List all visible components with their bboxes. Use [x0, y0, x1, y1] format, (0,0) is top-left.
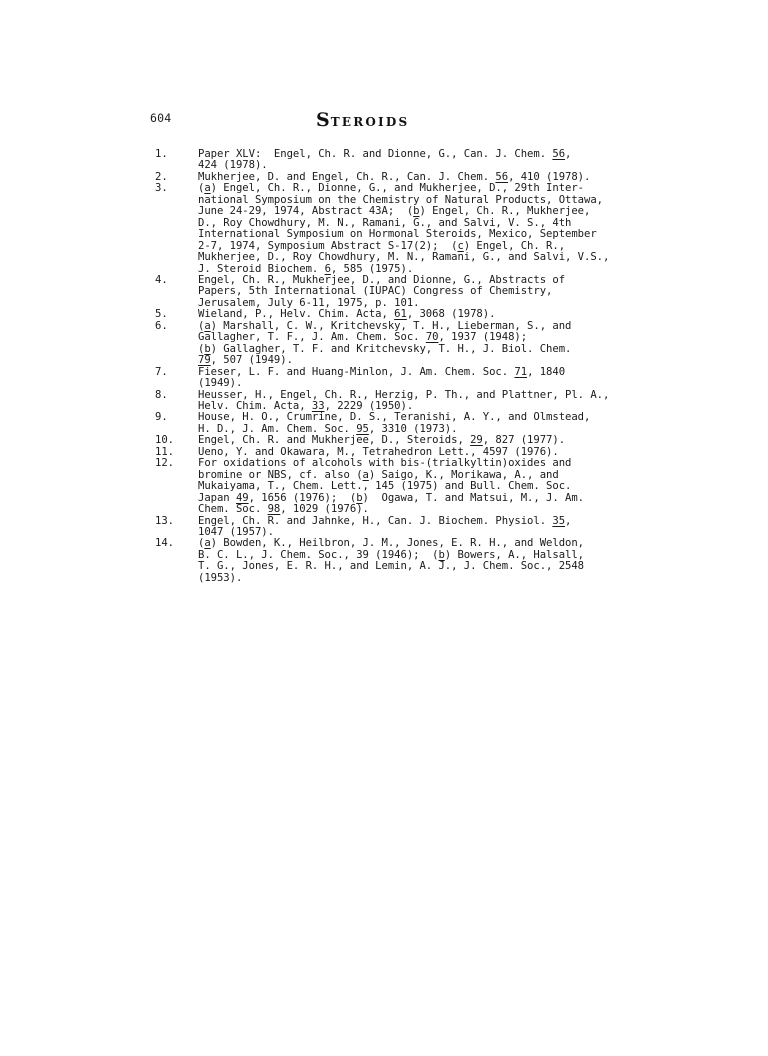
reference-segment: 2-7, 1974, Symposium Abstract S-17(2); (	[198, 239, 458, 252]
reference-segment: 1047 (1957).	[198, 525, 274, 538]
reference-segment: Paper XLV: Engel, Ch. R. and Dionne, G., Can. J. Chem.	[198, 148, 553, 160]
reference-segment: ) Engel, Ch. R., Mukherjee,	[419, 205, 591, 218]
reference-number: 7.	[155, 365, 168, 378]
reference-segment: Wieland, P., Helv. Chim. Acta,	[198, 308, 395, 321]
reference-line	[198, 573, 595, 584]
reference-number: 2.	[155, 170, 168, 183]
underlined-volume: a	[204, 537, 211, 550]
reference-line	[198, 367, 595, 378]
reference-segment: ) Bowden, K., Heilbron, J. M., Jones, E. R. H., and Weldon,	[210, 537, 585, 550]
reference-segment: Fieser, L. F. and Huang-Minlon, J. Am. Chem. Soc.	[198, 365, 515, 378]
underlined-volume: 6	[324, 262, 331, 275]
underlined-volume: 71	[514, 365, 528, 378]
reference-number: 11.	[155, 445, 174, 458]
reference-item	[155, 516, 595, 539]
reference-segment: Helv. Chim. Acta,	[198, 399, 312, 412]
reference-segment: , 827 (1977).	[482, 434, 566, 447]
reference-segment: , 3310 (1973).	[368, 422, 458, 435]
reference-number: 10.	[155, 434, 174, 447]
reference-segment: ) Engel, Ch. R.,	[463, 239, 566, 252]
underlined-volume: 98	[267, 503, 281, 516]
reference-item	[155, 321, 595, 367]
journal-title-initial: S	[316, 109, 331, 131]
reference-segment: Engel, Ch. R. and Jahnke, H., Can. J. Biochem. Physiol.	[198, 514, 553, 527]
reference-segment: , 410 (1978).	[508, 170, 591, 183]
journal-title	[316, 109, 409, 131]
reference-segment: Engel, Ch. R., Mukherjee, D., and Dionne, G., Abstracts of	[198, 273, 566, 286]
reference-segment: ) Bowers, A., Halsall,	[444, 548, 585, 561]
reference-number: 13.	[155, 514, 174, 527]
reference-segment: House, H. O., Crumrine, D. S., Teranishi, A. Y., and Olmstead,	[198, 411, 591, 424]
reference-segment: Japan	[198, 491, 236, 504]
reference-segment: (	[198, 537, 205, 550]
reference-segment: H. D., J. Am. Chem. Soc.	[198, 422, 357, 435]
reference-line	[198, 561, 595, 572]
underlined-volume: 95	[356, 422, 369, 435]
underlined-volume: b	[204, 342, 211, 355]
reference-segment: ) Gallagher, T. F. and Kritchevsky, T. H., J. Biol. Chem.	[210, 342, 572, 355]
underlined-volume: b	[413, 205, 420, 218]
underlined-volume: a	[204, 182, 211, 195]
reference-segment: T. G., Jones, E. R. H., and Lemin, A. J., J. Chem. Soc., 2548	[198, 560, 585, 573]
reference-number: 3.	[155, 182, 168, 195]
reference-segment: Engel, Ch. R. and Mukherjee, D., Steroids,	[198, 434, 471, 447]
reference-segment: , 3068 (1978).	[406, 308, 496, 321]
reference-number: 12.	[155, 457, 174, 470]
underlined-volume: b	[438, 548, 445, 561]
reference-segment: , 1656 (1976); (	[248, 491, 357, 504]
reference-number: 1.	[155, 148, 168, 160]
reference-segment: B. C. L., J. Chem. Soc., 39 (1946); (	[198, 548, 439, 561]
reference-segment: national Symposium on the Chemistry of Natural Products, Ottawa,	[198, 193, 603, 206]
reference-text	[198, 516, 595, 539]
reference-segment: International Symposium on Hormonal Steroids, Mexico, September	[198, 228, 597, 241]
reference-segment: For oxidations of alcohols with bis-(trialkyltin)oxides and	[198, 457, 572, 470]
reference-segment: J. Steroid Biochem.	[198, 262, 325, 275]
underlined-volume: a	[362, 468, 369, 481]
reference-segment: Jerusalem, July 6-11, 1975, p. 101.	[198, 296, 420, 309]
reference-segment: ) Ogawa, T. and Matsui, M., J. Am.	[362, 491, 585, 504]
reference-segment: ) Marshall, C. W., Kritchevsky, T. H., Lieberman, S., and	[210, 319, 572, 332]
reference-segment: (	[198, 319, 205, 332]
reference-item	[155, 388, 610, 413]
underlined-volume: 56	[552, 148, 566, 160]
underlined-volume: c	[457, 239, 464, 252]
reference-item	[155, 458, 595, 515]
reference-segment: , 507 (1949).	[210, 354, 293, 367]
reference-number: 8.	[155, 388, 168, 401]
reference-segment: Mukherjee, D. and Engel, Ch. R., Can. J. Chem.	[198, 170, 496, 183]
page-number: 604	[150, 111, 172, 125]
reference-item	[155, 538, 595, 584]
reference-segment: , 1937 (1948);	[438, 331, 528, 344]
reference-item	[155, 149, 595, 172]
reference-number: 4.	[155, 273, 168, 286]
reference-text	[198, 149, 595, 172]
reference-number: 6.	[155, 319, 168, 332]
reference-segment: June 24-29, 1974, Abstract 43A; (	[198, 205, 414, 218]
reference-text	[198, 458, 595, 515]
reference-segment: ,	[565, 514, 572, 527]
reference-segment: (1953).	[198, 571, 243, 584]
reference-segment: Mukherjee, D., Roy Chowdhury, M. N., Ramani, G., and Salvi, V.S.,	[198, 251, 610, 264]
reference-segment: ) Saigo, K., Morikawa, A., and	[368, 468, 559, 481]
reference-text	[198, 390, 609, 413]
underlined-volume: 33	[311, 399, 325, 412]
reference-segment: , 2229 (1950).	[324, 399, 414, 412]
underlined-volume: 49	[235, 491, 249, 504]
underlined-volume: 56	[495, 170, 509, 183]
underlined-volume: 35	[552, 514, 566, 527]
reference-text	[198, 183, 609, 275]
reference-segment: , 585 (1975).	[330, 262, 414, 275]
reference-segment: (	[198, 342, 205, 355]
reference-text	[198, 412, 595, 435]
reference-number: 9.	[155, 411, 168, 424]
reference-text	[198, 321, 595, 367]
reference-segment: bromine or NBS, cf. also (	[198, 468, 363, 481]
reference-segment: Ueno, Y. and Okawara, M., Tetrahedron Lett., 4597 (1976).	[198, 445, 559, 458]
underlined-volume: 79	[198, 354, 211, 367]
reference-segment: (	[198, 182, 205, 195]
reference-segment: , 1029 (1976).	[280, 503, 369, 516]
reference-segment: D., Roy Chowdhury, M. N., Ramani, G., and Salvi, V. S., 4th	[198, 216, 572, 229]
reference-list	[155, 148, 610, 584]
reference-segment: (1949).	[198, 377, 243, 390]
reference-segment: Papers, 5th International (IUPAC) Congress of Chemistry,	[198, 285, 553, 298]
reference-text	[198, 367, 595, 390]
reference-number: 5.	[155, 308, 168, 321]
reference-segment: Heusser, H., Engel, Ch. R., Herzig, P. Th., and Plattner, Pl. A.,	[198, 388, 610, 401]
reference-segment: Chem. Soc.	[198, 503, 268, 516]
reference-segment: , 1840	[527, 365, 566, 378]
underlined-volume: b	[356, 491, 363, 504]
reference-text	[198, 538, 595, 584]
reference-item	[155, 367, 595, 390]
journal-title-rest: TEROIDS	[330, 115, 410, 129]
running-header	[150, 109, 620, 129]
underlined-volume: 29	[470, 434, 483, 447]
reference-item	[155, 275, 595, 309]
reference-segment: Gallagher, T. F., J. Am. Chem. Soc.	[198, 331, 426, 344]
reference-item	[155, 182, 610, 275]
reference-segment: ,	[565, 148, 572, 160]
reference-segment: 424 (1978).	[198, 159, 268, 172]
reference-number: 14.	[155, 537, 174, 550]
underlined-volume: a	[204, 319, 211, 332]
reference-segment: ) Engel, Ch. R., Dionne, G., and Mukherjee, D., 29th Inter-	[210, 182, 585, 195]
reference-segment: Mukaiyama, T., Chem. Lett., 145 (1975) and Bull. Chem. Soc.	[198, 480, 572, 493]
underlined-volume: 70	[425, 331, 439, 344]
reference-item	[155, 412, 595, 435]
reference-text	[198, 275, 595, 309]
underlined-volume: 61	[394, 308, 407, 321]
